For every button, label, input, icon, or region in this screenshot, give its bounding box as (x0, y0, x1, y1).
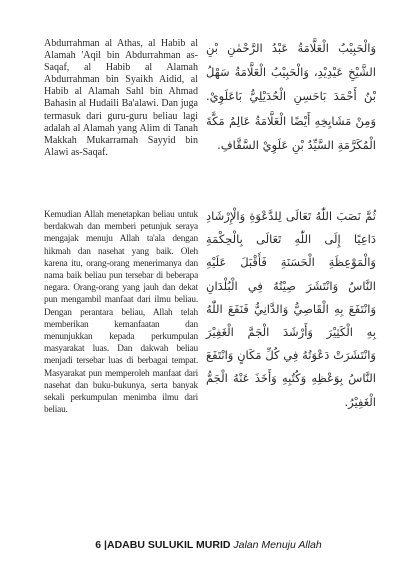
footer-separator: | (104, 539, 107, 551)
passage-1-translation-text: Abdurrahman al Athas, al Habib al Alamah 'Aqil bin Abdurrahman as-Saqaf, al Habib al Alamah Abdurrahman bin Syaikh Aidid, al Habib al Alamah Sahl bin Ahmad Bahasin al Hudaili Ba'alawi. Dan juga termasuk dari guru-guru beliau lagi adalah al Alamah yang Alim di Tanah Makkah Mukarramah Sayyid bin Alawi as-Saqaf. (44, 38, 198, 158)
passage-2-arabic (206, 205, 376, 414)
passage-1-arabic (206, 36, 376, 157)
passage-2-translation (44, 209, 198, 416)
passage-2-translation-text: Kemudian Allah menetapkan beliau untuk berdakwah dan memberi petunjuk seraya mengajak menuju Allah ta'ala dengan hikmah dan nasehat yang baik. Oleh karena itu, orang-orang menerimanya dan nama baik beliau pun tersebar di beberapa negara. Orang-orang yang jauh dan dekat pun mengambil manfaat dari ilmu beliau. Dengan perantara beliau, Allah telah memberikan kemanfaatan dan menunjukkan kepada perkumpulan masyarakat luas. Dan dakwah beliau menjadi tersebar luas di berbagai tempat. Masyarakat pun memperoleh manfaat dari nasehat dan buku-bukunya, serta banyak sekali perkumpulan menimba ilmu dari beliau. (44, 210, 198, 416)
book-subtitle: Jalan Menuju Allah (233, 539, 322, 551)
passage-1-arabic-text: وَالْحَبِيْبُ الْعَلَّامَةُ عَبْدُ الرَّحْمٰنِ بْنِ الشَّيْخِ عَيْدِيْدِ، وَالْحَبِيْبُ الْعَلَّامَةُ سَهْلُ بْنُ أَحْمَدَ بَاحَسِنِ الْحُدَيْلِيُّ بَاعَلَوِيْ. وَمِنْ مَشَايِخِهِ أَيْضًا الْعَلَّامَةُ عَالِمُ مَكَّةَ الْمُكَرَّمَةِ السَّيِّدُ بْنِ عَلَوِيْ السَّقَّافِ. (206, 41, 376, 152)
passage-1-translation (44, 38, 198, 159)
page-number: 6 (95, 539, 102, 551)
page-footer (0, 539, 417, 551)
book-title: ADABU SULUKIL MURID (106, 539, 231, 551)
passage-2-arabic-text: ثُمَّ نَصَبَ اللّٰهُ تَعَالَى لِلدَّعْوَةِ وَالْإِرْشَادِ دَاعِيًا إِلَى اللّٰهِ تَعَالَى بِالْحِكْمَةِ وَالْمَوْعِظَةِ الْحَسَنَةِ فَأَقْبَلَ عَلَيْهِ النَّاسُ وَانْتَشَرَ صِيْتُهُ فِي الْبُلْدَانِ وَانْتَفَعَ بِهِ الْقَاصِيُّ وَالدَّانِيُّ فَنَفَعَ اللّٰهُ بِهِ الْكَثِيْرَ وَأَرْشَدَ الْجَمَّ الْغَفِيْرَ وَانْتَشَرَتْ دَعْوَتُهُ فِي كُلِّ مَكَانٍ وَانْتَفَعَ النَّاسُ بِوَعْظِهِ وَكُتُبِهِ وَأَخَذَ عَنْهُ الْجَمُّ الْغَفِيْرُ. (206, 209, 376, 409)
